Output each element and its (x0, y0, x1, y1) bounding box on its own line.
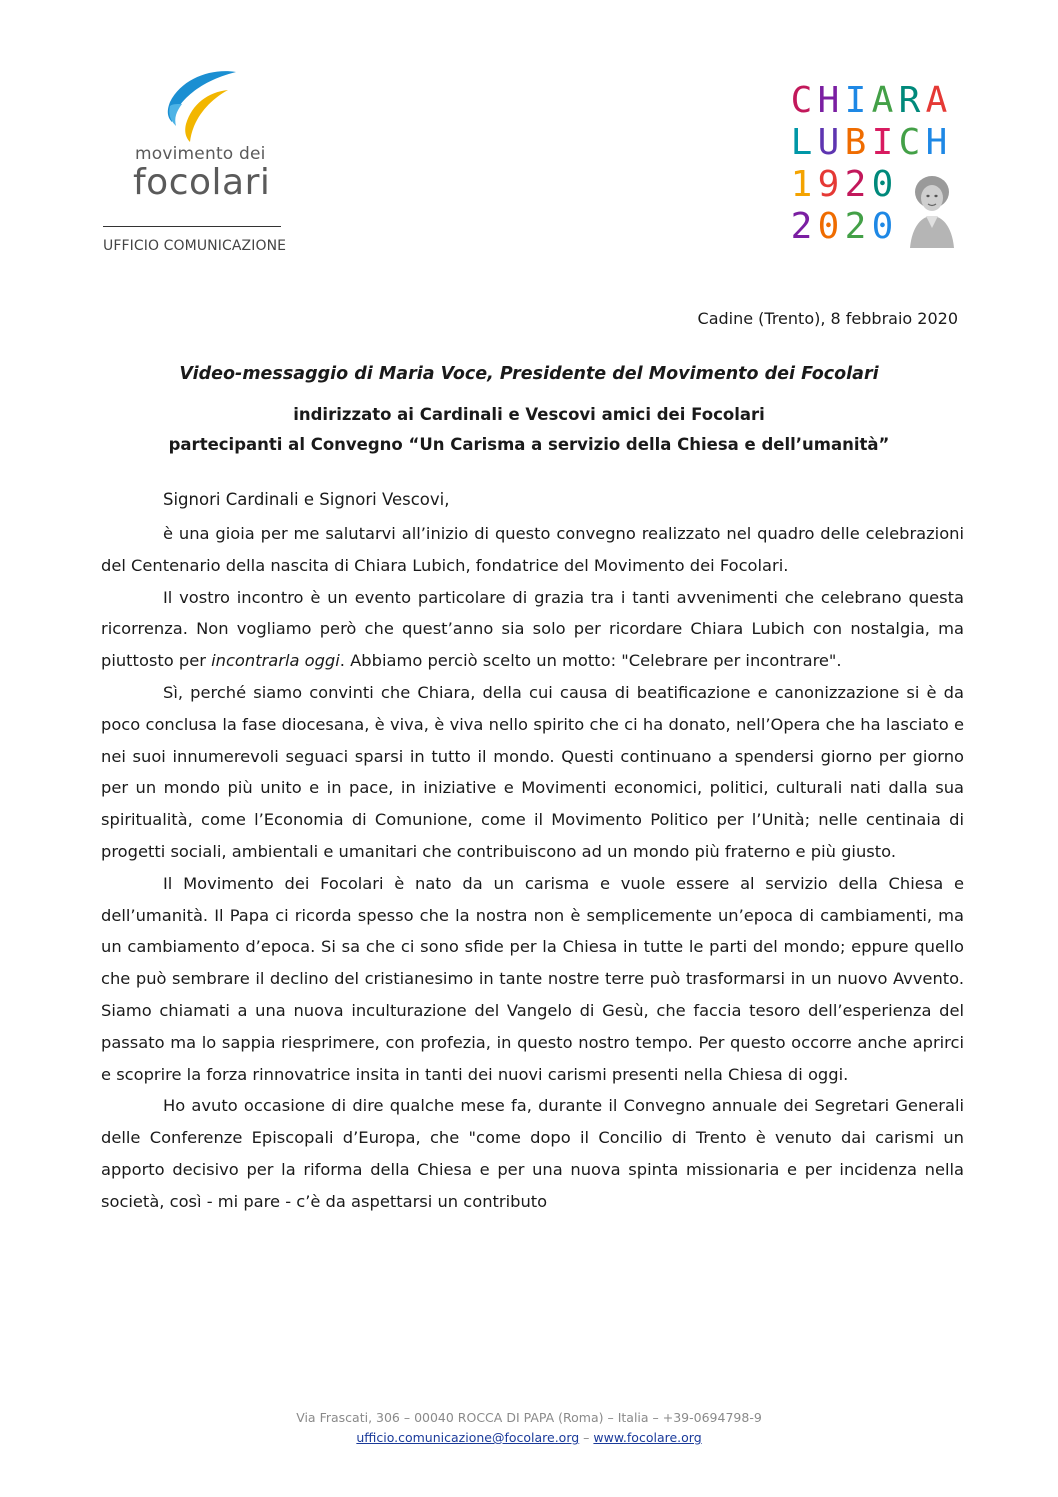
paragraph: Il Movimento dei Focolari è nato da un carisma e vuole essere al servizio della Chiesa e dell’umanità. Il Papa ci ricorda spesso che la nostra non è semplicemente un’epoca di cambiamenti, ma un cambiamento d’epoca. Si sa che ci sono sfide per la Chiesa in tutte le parti del mondo; eppure quello che può sembrare il declino del cristianesimo in tante nostre terre può trasformarsi in un nuovo Avvento. Siamo chiamati a una nuova inculturazione del Vangelo di Gesù, che faccia tesoro dell’esperienza del passato ma lo sappia riesprimere, con profezia, in questo nostro tempo. Per questo occorre anche aprirci e scoprire la forza rinnovatrice insita in tanti dei nuovi carismi presenti nella Chiesa di oggi. (101, 873, 964, 1084)
portrait-image (906, 170, 958, 248)
centenary-letter: A (871, 80, 894, 121)
centenary-row (788, 80, 958, 122)
centenary-letter: A (925, 80, 948, 121)
letter-body (101, 518, 964, 1218)
subtitle-line: indirizzato ai Cardinali e Vescovi amici dei Focolari (293, 405, 765, 424)
paragraph: è una gioia per me salutarvi all’inizio di questo convegno realizzato nel quadro delle celebrazioni del Centenario della nascita di Chiara Lubich, fondatrice del Movimento dei Focolari. (101, 524, 964, 575)
salutation: Signori Cardinali e Signori Vescovi, (163, 490, 450, 509)
department-label: UFFICIO COMUNICAZIONE (103, 238, 287, 254)
focolari-swoosh-icon (162, 68, 242, 144)
centenary-letter: 9 (817, 164, 840, 205)
paragraph-text: Il vostro incontro è un evento particolare di grazia tra i tanti avvenimenti che celebrano questa ricorrenza. Non vogliamo però che quest’anno sia solo per ricordare Chiara Lubich con nostalgia, ma piuttosto per (101, 587, 964, 671)
paragraph-text: . Abbiamo perciò scelto un motto: "Celebrare per incontrare". (339, 651, 842, 671)
logo-subtitle: movimento dei (135, 144, 266, 164)
document-title: Video-messaggio di Maria Voce, Presidente del Movimento dei Focolari (179, 364, 879, 384)
paragraph: Sì, perché siamo convinti che Chiara, della cui causa di beatificazione e canonizzazione si è da poco conclusa la fase diocesana, è viva, è viva nello spirito che ci ha donato, nell’Opera che ha lasciato e nei suoi innumerevoli seguaci sparsi in tutto il mondo. Questi continuano a spendersi giorno per giorno per un mondo più unito e in pace, in iniziative e Movimenti economici, politici, culturali nati dalla sua spiritualità, come l’Economia di Comunione, come il Movimento Politico per l’Unità; nelle centinaia di progetti sociali, ambientali e umanitari che contribuiscono ad un mondo più fraterno e più giusto. (101, 682, 964, 861)
footer-separator: – (583, 1430, 590, 1445)
centenary-letter: R (898, 80, 921, 121)
centenary-letter: C (790, 80, 813, 121)
logo-title: focolari (133, 162, 271, 203)
footer-address: Via Frascati, 306 – 00040 ROCCA DI PAPA (Roma) – Italia – +39-0694798-9 (296, 1410, 762, 1425)
centenary-letter: U (817, 122, 840, 163)
centenary-letter: B (844, 122, 867, 163)
centenary-letter: 0 (871, 206, 894, 247)
email-link[interactable]: ufficio.comunicazione@focolare.org (356, 1430, 580, 1445)
centenary-letter: L (790, 122, 813, 163)
centenary-letter: 2 (790, 206, 813, 247)
paragraph: Ho avuto occasione di dire qualche mese fa, durante il Convegno annuale dei Segretari Generali delle Conferenze Episcopali d’Europa, che "come dopo il Concilio di Trento è venuto dai carismi un apporto decisivo per la riforma della Chiesa e per una nuova spinta missionaria e per incidenza nella società, così - mi pare - c’è da aspettarsi un contributo (101, 1096, 964, 1211)
centenary-row (788, 122, 958, 164)
centenary-letter: H (925, 122, 948, 163)
centenary-letter: 0 (871, 164, 894, 205)
subtitle-line: partecipanti al Convegno “Un Carisma a servizio della Chiesa e dell’umanità” (168, 435, 890, 454)
place-and-date: Cadine (Trento), 8 febbraio 2020 (697, 309, 958, 328)
centenary-letter: H (817, 80, 840, 121)
paragraph (101, 582, 964, 677)
centenary-letter: I (844, 80, 867, 121)
website-link[interactable]: www.focolare.org (593, 1430, 702, 1445)
document-subtitle (100, 400, 958, 460)
centenary-letter: C (898, 122, 921, 163)
centenary-letter: I (871, 122, 894, 163)
centenary-letter: 0 (817, 206, 840, 247)
centenary-letter: 2 (844, 206, 867, 247)
page-footer (0, 1408, 1058, 1448)
emphasis-text: incontrarla oggi (211, 651, 340, 671)
centenary-letter: 1 (790, 164, 813, 205)
centenary-letter: 2 (844, 164, 867, 205)
header-divider (103, 226, 281, 227)
